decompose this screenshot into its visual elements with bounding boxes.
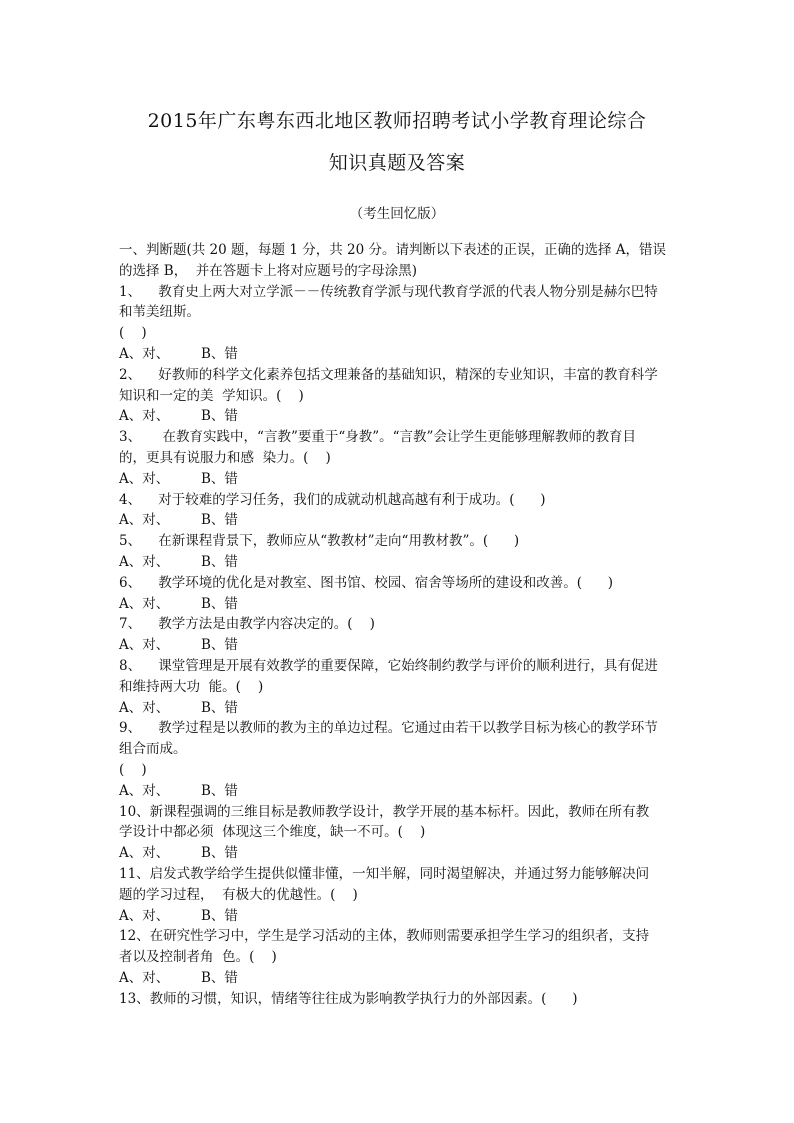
- option-b: B、错: [201, 845, 238, 862]
- question-text-line: 学设计中都必须 体现这三个维度，缺一不可。( ): [119, 824, 426, 841]
- question-text-line: 5、 在新课程背景下，教师应从“教教材”走向“用教材教”。( ): [119, 533, 520, 550]
- answer-options: [119, 406, 679, 427]
- question-item: [119, 864, 679, 926]
- question-item: [119, 573, 679, 615]
- question-body: [119, 240, 679, 1009]
- question-text-line: 10、新课程强调的三维目标是教师教学设计，教学开展的基本标杆。因此，教师在所有教: [119, 803, 650, 820]
- answer-options: [119, 781, 679, 802]
- option-a: A、对、: [119, 345, 170, 362]
- question-text-line: 4、 对于较难的学习任务，我们的成就动机越高越有利于成功。( ): [119, 491, 546, 508]
- question-item: [119, 614, 679, 656]
- option-b: B、错: [201, 512, 238, 529]
- answer-options: [119, 510, 679, 531]
- question-text-line: 3、 在教育实践中，“言教”要重于“身教”。“言教”会让学生更能够理解教师的教育目: [119, 429, 636, 446]
- question-text-line: 题的学习过程， 有极大的优越性。( ): [119, 886, 358, 903]
- option-a: A、对、: [119, 969, 170, 986]
- option-a: A、对、: [119, 845, 170, 862]
- answer-options: [119, 552, 679, 573]
- option-a: A、对、: [119, 408, 170, 425]
- option-b: B、错: [201, 470, 238, 487]
- option-b: B、错: [201, 408, 238, 425]
- subtitle: （考生回忆版）: [349, 206, 445, 222]
- question-item: [119, 989, 679, 1010]
- question-text-line: 2、 好教师的科学文化素养包括文理兼备的基础知识，精深的专业知识，丰富的教育科学: [119, 366, 658, 383]
- title-line-2: 知识真题及答案: [328, 152, 466, 174]
- answer-options: [119, 635, 679, 656]
- option-b: B、错: [201, 782, 238, 799]
- question-item: [119, 656, 679, 718]
- question-text-line: 8、 课堂管理是开展有效教学的重要保障，它始终制约教学与评价的顺利进行，具有促进: [119, 657, 658, 674]
- question-item: [119, 282, 679, 365]
- question-text-line: 者以及控制者角 色。( ): [119, 949, 277, 966]
- option-b: B、错: [201, 699, 238, 716]
- question-text-line: 知识和一定的美 学知识。( ): [119, 387, 304, 404]
- option-a: A、对、: [119, 699, 170, 716]
- option-a: A、对、: [119, 782, 170, 799]
- answer-options: [119, 698, 679, 719]
- option-b: B、错: [201, 595, 238, 612]
- question-text-line: 7、 教学方法是由教学内容决定的。( ): [119, 616, 375, 633]
- option-a: A、对、: [119, 595, 170, 612]
- question-text-line: 组合而成。: [119, 741, 187, 758]
- option-b: B、错: [201, 969, 238, 986]
- option-a: A、对、: [119, 470, 170, 487]
- question-text-line: 6、 教学环境的优化是对教室、图书馆、校园、宿舍等场所的建设和改善。( ): [119, 574, 614, 591]
- answer-options: [119, 968, 679, 989]
- option-b: B、错: [201, 907, 238, 924]
- question-text-line: 和苇美纽斯。: [119, 304, 200, 321]
- question-item: [119, 365, 679, 427]
- option-a: A、对、: [119, 907, 170, 924]
- question-item: [119, 718, 679, 801]
- answer-options: [119, 906, 679, 927]
- question-text-line: 13、教师的习惯，知识，情绪等往往成为影响教学执行力的外部因素。( ): [119, 990, 578, 1007]
- question-text-line: ( ): [119, 761, 147, 778]
- section-heading-line-2: 的选择 B， 并在答题卡上将对应题号的字母涂黑): [119, 262, 418, 279]
- answer-options: [119, 843, 679, 864]
- answer-options: [119, 469, 679, 490]
- section-heading-line-1: 一、判断题(共 20 题，每题 1 分，共 20 分。请判断以下表述的正误，正确的选择 A，错误: [119, 242, 666, 258]
- question-text-line: 9、 教学过程是以教师的教为主的单边过程。它通过由若干以教学目标为核心的教学环节: [119, 720, 658, 737]
- question-text-line: 12、在研究性学习中，学生是学习活动的主体，教师则需要承担学生学习的组织者，支持: [119, 928, 650, 945]
- option-b: B、错: [201, 637, 238, 654]
- question-item: [119, 531, 679, 573]
- option-b: B、错: [201, 345, 238, 362]
- option-a: A、对、: [119, 553, 170, 570]
- question-text-line: 和维持两大功 能。( ): [119, 678, 264, 695]
- question-text-line: ( ): [119, 325, 147, 342]
- answer-options: [119, 594, 679, 615]
- question-item: [119, 490, 679, 532]
- question-text-line: 的，更具有说服力和感 染力。( ): [119, 449, 331, 466]
- question-item: [119, 802, 679, 864]
- option-a: A、对、: [119, 512, 170, 529]
- option-b: B、错: [201, 553, 238, 570]
- question-list: [119, 282, 679, 1010]
- question-text-line: 1、 教育史上两大对立学派－－传统教育学派与现代教育学派的代表人物分别是赫尔巴特: [119, 283, 658, 300]
- answer-options: [119, 344, 679, 365]
- question-item: [119, 427, 679, 489]
- question-text-line: 11、启发式教学给学生提供似懂非懂，一知半解，同时渴望解决，并通过努力能够解决问: [119, 865, 650, 882]
- question-item: [119, 926, 679, 988]
- title-line-1: 2015年广东粤东西北地区教师招聘考试小学教育理论综合: [147, 110, 647, 132]
- option-a: A、对、: [119, 637, 170, 654]
